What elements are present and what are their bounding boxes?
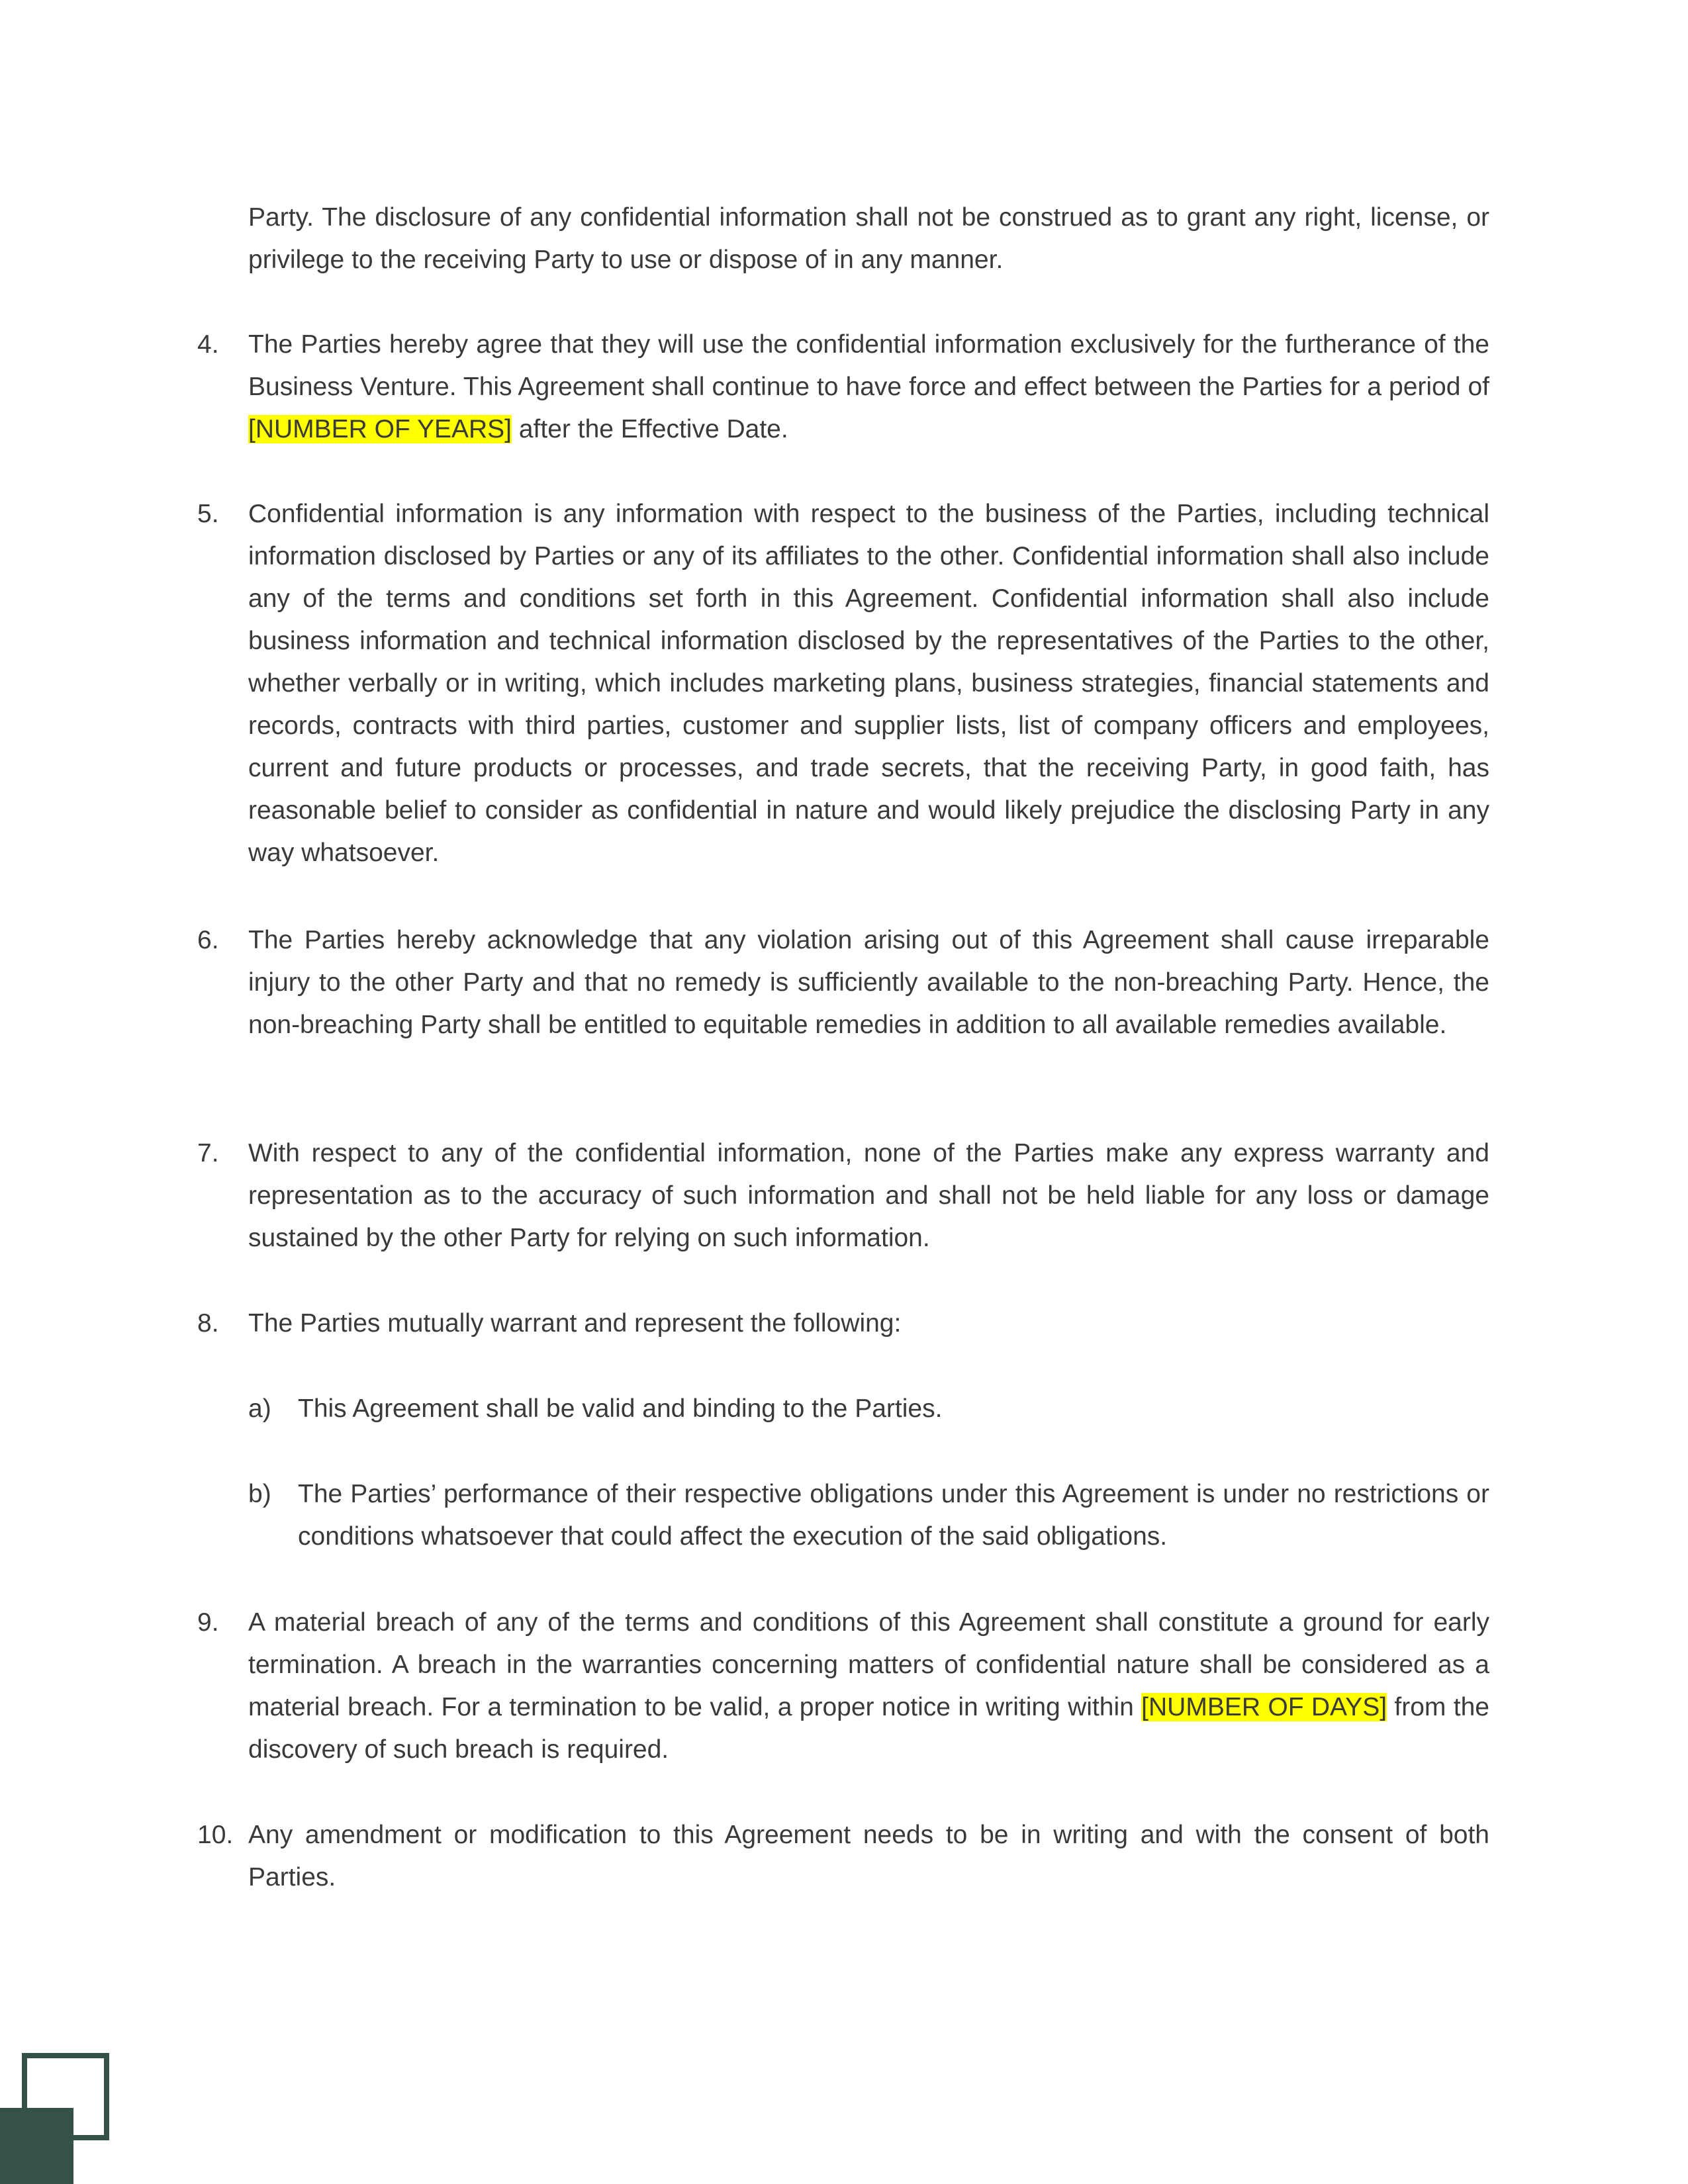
clause-10-paragraph: Any amendment or modification to this Agreement needs to be in writing and with the consent of both Parties.: [248, 1821, 1489, 1891]
clause-number: 7.: [197, 1139, 219, 1167]
clause-8-paragraph: The Parties mutually warrant and represent the following:: [248, 1309, 902, 1338]
clause-5-paragraph: Confidential information is any information with respect to the business of the Parties, including technical information disclosed by Parties or any of its affiliates to the other. Confidential information shall also include any of the terms and conditions set forth in this Agreement. Confidential information shall also include business information and technical information disclosed by the representatives of the Parties to the other, whether verbally or in writing, which includes marketing plans, business strategies, financial statements and records, contracts with third parties, customer and supplier lists, list of company officers and employees, current and future products or processes, and trade secrets, that the receiving Party, in good faith, has reasonable belief to consider as confidential in nature and would likely prejudice the disclosing Party in any way whatsoever.: [248, 500, 1489, 867]
clause-number: 5.: [197, 500, 219, 528]
placeholder-number-of-years: [NUMBER OF YEARS]: [248, 415, 512, 443]
clause-number: 10.: [197, 1821, 234, 1849]
clause-4-paragraph: [248, 324, 1489, 451]
continuation-paragraph: Party. The disclosure of any confidential information shall not be construed as to grant any right, license, or privilege to the receiving Party to use or dispose of in any manner.: [248, 203, 1489, 274]
subclause-b-paragraph: The Parties’ performance of their respective obligations under this Agreement is under no restrictions or conditions whatsoever that could affect the execution of the said obligations.: [298, 1480, 1489, 1551]
clause-4-text-end: after the Effective Date.: [512, 415, 788, 443]
clause-number: 4.: [197, 330, 219, 359]
placeholder-number-of-days: [NUMBER OF DAYS]: [1141, 1693, 1387, 1721]
clause-7-paragraph: With respect to any of the confidential information, none of the Parties make any express warranty and representation as to the accuracy of such information and shall not be held liable for any loss or damage sustained by the other Party for relying on such information.: [248, 1139, 1489, 1252]
subclause-a-paragraph: This Agreement shall be valid and binding to the Parties.: [298, 1394, 943, 1423]
clause-number: 9.: [197, 1608, 219, 1637]
clause-9-paragraph: [248, 1602, 1489, 1771]
clause-6-paragraph: The Parties hereby acknowledge that any violation arising out of this Agreement shall cause irreparable injury to the other Party and that no remedy is sufficiently available to the non-breaching Party. Hence, the non-breaching Party shall be entitled to equitable remedies in addition to all available remedies available.: [248, 926, 1489, 1039]
corner-square-solid-decoration: [0, 2108, 73, 2184]
clause-number: 8.: [197, 1309, 219, 1338]
subclause-label: b): [248, 1480, 271, 1508]
clause-9-text: A material breach of any of the terms and conditions of this Agreement shall constitute a ground for early termination. A breach in the warranties concerning matters of confidential nature shall be considered as a material breach. For a termination to be valid, a proper notice in writing within: [248, 1608, 1489, 1721]
subclause-label: a): [248, 1394, 271, 1423]
clause-9-text-end: from the discovery of such breach is required.: [248, 1693, 1489, 1764]
clause-number: 6.: [197, 926, 219, 954]
clause-4-text: The Parties hereby agree that they will use the confidential information exclusively for the furtherance of the Business Venture. This Agreement shall continue to have force and effect between the Parties for a period of: [248, 330, 1489, 401]
